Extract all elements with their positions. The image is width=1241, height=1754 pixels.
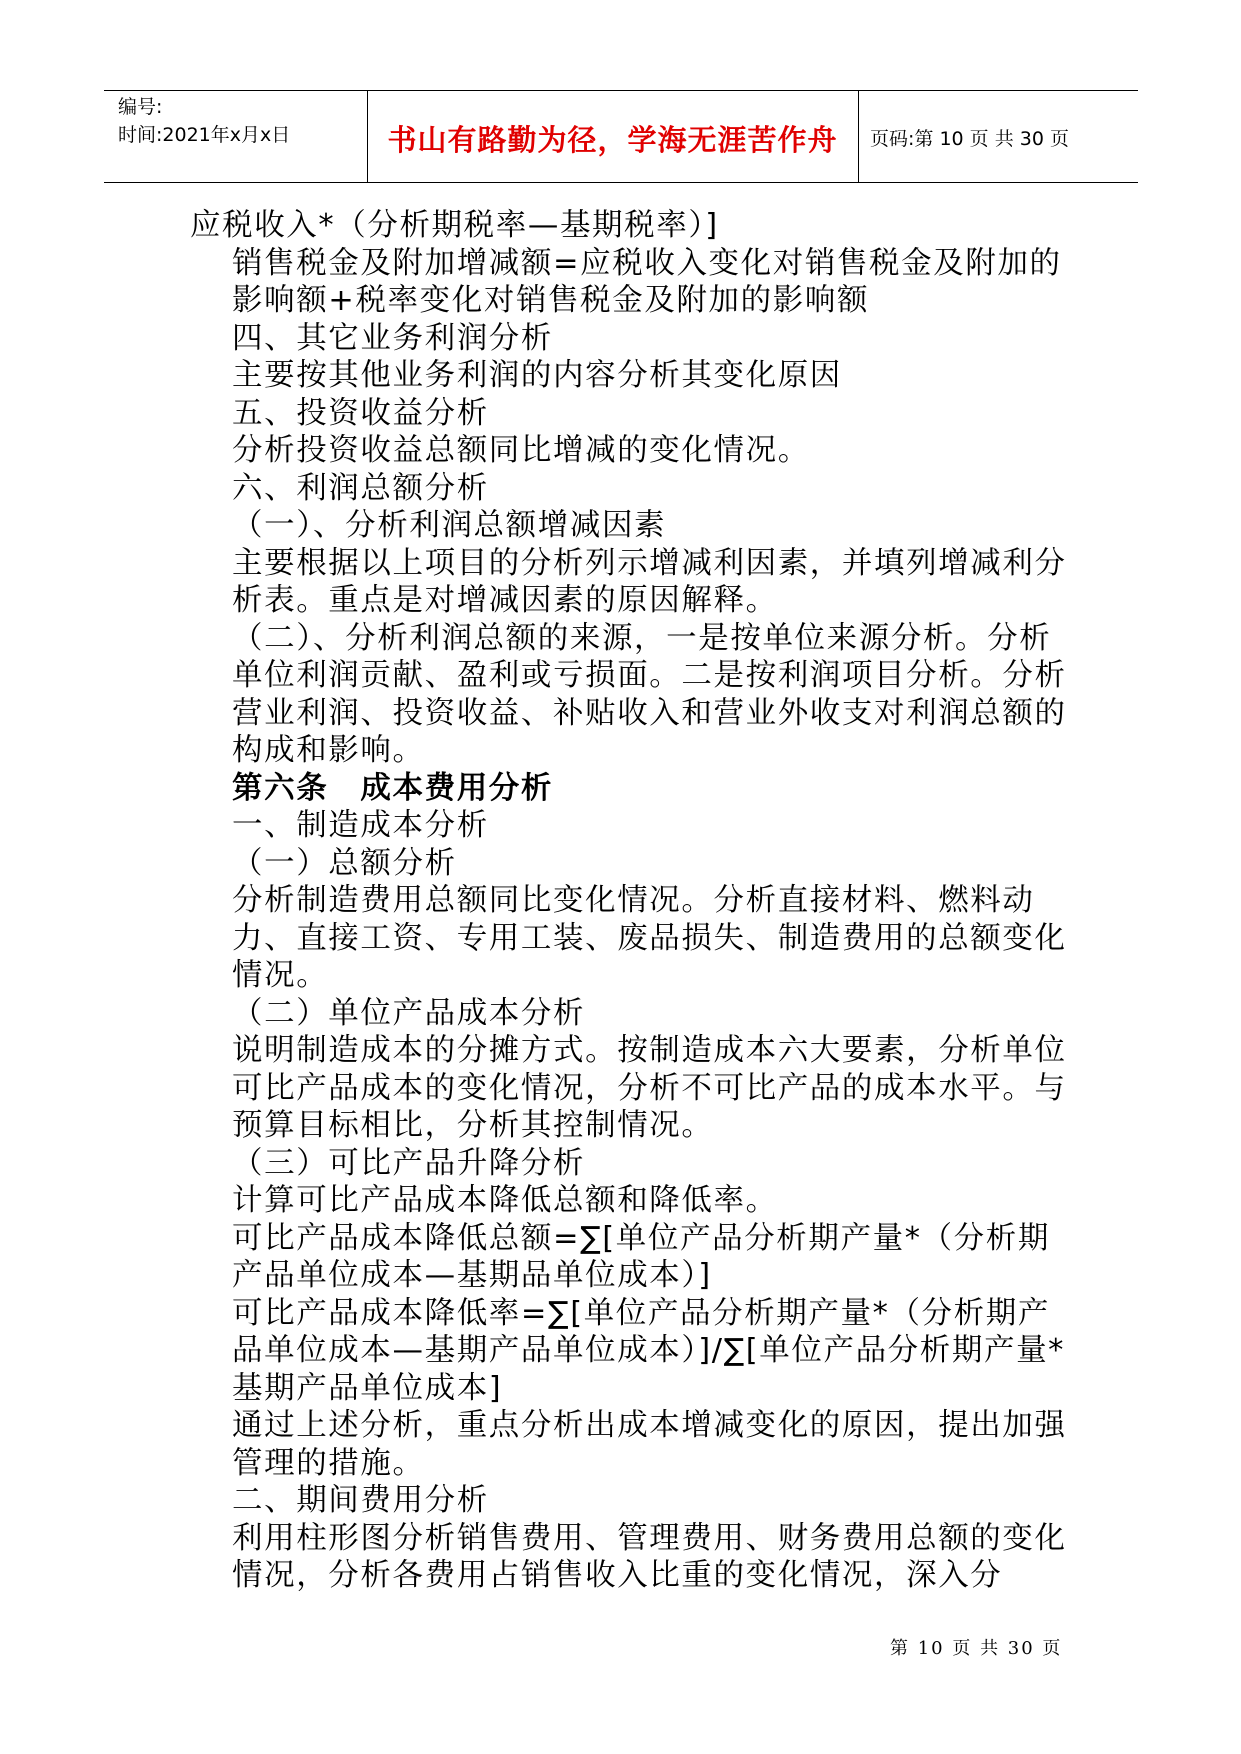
section-heading: 四、其它业务利润分析 xyxy=(232,320,553,356)
paragraph: 主要按其他业务利润的内容分析其变化原因 xyxy=(232,358,842,393)
paragraph: 分析投资收益总额同比增减的变化情况。 xyxy=(232,433,810,468)
serial-label: 编号: xyxy=(118,96,163,118)
paragraph: 说明制造成本的分摊方式。按制造成本六大要素，分析单位可比产品成本的变化情况，分析不可比产品的成本水平。与预算目标相比，分析其控制情况。 xyxy=(232,1033,1067,1143)
paragraph: 利用柱形图分析销售费用、管理费用、财务费用总额的变化情况，分析各费用占销售收入比重的变化情况，深入分 xyxy=(232,1520,1067,1593)
subsection-heading: （二）单位产品成本分析 xyxy=(232,995,586,1031)
paragraph: （二）、分析利润总额的来源，一是按单位来源分析。分析单位利润贡献、盈利或亏损面。二是按利润项目分析。分析营业利润、投资收益、补贴收入和营业外收支对利润总额的构成和影响。 xyxy=(232,620,1067,768)
header-motto: 书山有路勤为径，学海无涯苦作舟 xyxy=(387,123,838,157)
header-divider-right xyxy=(858,90,859,182)
paragraph: 销售税金及附加增减额=应税收入变化对销售税金及附加的影响额+税率变化对销售税金及附加的影响额 xyxy=(232,245,1062,318)
header-page-label: 页码:第 10 页 共 30 页 xyxy=(870,128,1069,150)
time-label: 时间:2021年x月x日 xyxy=(118,124,291,146)
header-left-cell xyxy=(118,93,290,149)
subsection-heading: （一）、分析利润总额增减因素 xyxy=(232,508,667,543)
paragraph: 计算可比产品成本降低总额和降低率。 xyxy=(232,1183,778,1218)
paragraph: 主要根据以上项目的分析列示增减利因素，并填列增减利分析表。重点是对增减因素的原因解释。 xyxy=(232,545,1067,618)
header-top-rule xyxy=(104,90,1138,91)
subsection-heading: （三）可比产品升降分析 xyxy=(232,1145,586,1181)
paragraph: 应税收入*（分析期税率—基期税率）] xyxy=(190,208,719,243)
paragraph: 分析制造费用总额同比变化情况。分析直接材料、燃料动力、直接工资、专用工装、废品损失、制造费用的总额变化情况。 xyxy=(232,883,1067,993)
formula: 可比产品成本降低率=∑[单位产品分析期产量*（分析期产品单位成本—基期产品单位成本）]/∑[单位产品分析期产量*基期产品单位成本] xyxy=(232,1295,1066,1406)
article-heading: 第六条 成本费用分析 xyxy=(232,770,553,806)
formula: 可比产品成本降低总额=∑[单位产品分析期产量*（分析期产品单位成本—基期品单位成本）] xyxy=(232,1220,1050,1293)
subsection-heading: （一）总额分析 xyxy=(232,845,457,881)
section-heading: 二、期间费用分析 xyxy=(232,1483,489,1518)
section-heading: 六、利润总额分析 xyxy=(232,470,489,506)
paragraph: 通过上述分析，重点分析出成本增减变化的原因，提出加强管理的措施。 xyxy=(232,1408,1067,1481)
header-bottom-rule xyxy=(104,182,1138,183)
footer-page-number: 第 10 页 共 30 页 xyxy=(890,1638,1063,1659)
document-body xyxy=(190,207,1070,1595)
section-heading: 一、制造成本分析 xyxy=(232,808,489,843)
section-heading: 五、投资收益分析 xyxy=(232,395,489,431)
